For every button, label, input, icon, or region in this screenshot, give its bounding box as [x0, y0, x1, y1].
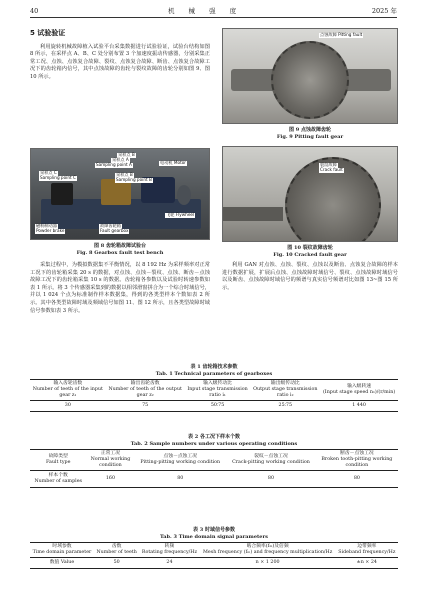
table3-header-line: Number of teeth [96, 550, 137, 555]
label-point-a: 采样点 A [112, 157, 129, 162]
table2-header-line: 断齿－点蚀工况 [340, 451, 374, 456]
table1-cell-1: 75 [142, 403, 149, 408]
year: 2025 年 [371, 7, 397, 15]
table1-header-1 [106, 380, 185, 401]
label-gearbox: 故障齿轮箱 [100, 223, 121, 228]
table3-header-line: Mesh frequency (fₘ) and frequency multiplication/Hz [202, 550, 333, 555]
table1-header-4 [320, 380, 398, 401]
table2-cell-1: 160 [105, 476, 115, 481]
fig10-photo [222, 146, 398, 242]
table2-header-line: condition [345, 463, 369, 468]
table3-header-line: 齿数 [111, 544, 122, 549]
table2-cell-label-line: Number of samples [34, 479, 82, 484]
table1-header-line: 输出级传动比 [270, 381, 300, 386]
table2-title-cn: 表 2 各工况下样本个数 [188, 434, 240, 440]
label-point-c: 采样点 C [40, 170, 57, 175]
section-title: 5 试验验证 [30, 29, 66, 37]
table1-cell-3: 25∶75 [278, 403, 293, 408]
table1-header-line: Number of teeth of the input [32, 387, 103, 392]
table1-header-line: (Input stage speed n₁)/(r/min) [322, 390, 396, 395]
table1-header-3 [250, 380, 320, 401]
label-brake-en: Powder brake [36, 228, 65, 233]
table3-header-line: Time domain parameter [32, 550, 92, 555]
flywheel-body [177, 185, 191, 205]
table-2 [30, 434, 398, 488]
pitting-gear [271, 41, 349, 119]
label-brake: 磁粉制动器 [36, 223, 57, 228]
label-point-a-en: Sampling point A [96, 162, 132, 167]
fig8-photo [30, 148, 210, 240]
left-column [30, 28, 210, 82]
table2-header-line: 裂纹－点蚀工况 [254, 454, 288, 459]
table2-header-1 [86, 450, 134, 471]
table3-header-2 [139, 543, 199, 558]
right-paragraph-1: 利用 GAN 对点蚀、点蚀、裂纹、点蚀以及断齿、点蚀复合故障的样本进行数据扩展，扩展后点蚀、点蚀故障时域信号、裂纹、点蚀故障时域信号以及断齿、点蚀故障时域信号的频谱与真实信号频谱对比如图 13~图 15 所示。 [222, 262, 398, 291]
table2-header-line: Normal working [90, 457, 131, 462]
fig9-caption-en: Fig. 9 Pitting fault gear [276, 133, 344, 140]
table2-cell-2: 80 [177, 476, 184, 481]
label-motor: 电动机 Motor [160, 160, 186, 165]
table2-header-line: Broken tooth-pitting working [321, 457, 393, 462]
table1-header-line: ratio i₁ [209, 393, 226, 398]
label-point-b-2: 采样点 B [116, 172, 133, 177]
table1-header-0 [30, 380, 106, 401]
table1-header-line: Output stage transmission [253, 387, 318, 392]
label-gearbox-en: Fault gearbox [100, 228, 129, 233]
fig9-caption-cn: 图 9 点蚀故障齿轮 [289, 127, 331, 133]
left-column-2 [30, 262, 210, 315]
fig10-caption-cn: 图 10 裂纹故障齿轮 [287, 245, 333, 251]
table3-title-cn: 表 3 时域信号参数 [193, 527, 235, 533]
table3-header-0 [30, 543, 94, 558]
table3-header-line: Sideband frequency/Hz [338, 550, 396, 555]
table2-header-4 [316, 450, 398, 471]
fig9-caption [222, 127, 398, 140]
table1-header-line: Number of teeth of the output [108, 387, 182, 392]
table3-cell-2: 24 [166, 560, 173, 565]
label-point-b-en: Sampling point B [116, 177, 152, 182]
page-header [30, 6, 397, 18]
fig9-photo [222, 28, 398, 124]
journal-title: 机 械 强 度 [167, 7, 243, 15]
table1-cell-4: 1 440 [352, 403, 366, 408]
label-point-c-en: Sampling point C [40, 175, 76, 180]
table1-header-line: 输入级转速 [347, 384, 372, 389]
table1-header-line: gear z₂ [136, 393, 154, 398]
table2-cell-3: 80 [267, 476, 275, 481]
table2-header-line: 正常工况 [100, 451, 121, 456]
table1-header-line: 输出齿轮齿数 [130, 381, 160, 386]
table1-title-en: Tab. 1 Technical parameters of gearboxes [155, 370, 273, 377]
table2-header-0 [30, 450, 86, 471]
left-paragraph-2: 采集过程中，为模拟数据集不平衡情况，以 8 192 Hz 为采样频率对正常工况下的齿轮箱采集 20 s 的数据，对点蚀、点蚀－裂纹、点蚀、断齿－点蚀故障工况下的齿轮箱采集 10 s 的数据。齿轮箱各参数以及试验时转速参数如表 1 所示。将 3 个传感器采集到的数据以相邻滑窗拼合为一个综合时域信号，并以 1 024 个点为标准制作样本数据集，得到的各类型样本个数如表 2 所示。其中各类型故障时域及频域信号如图 11、图 12 所示，且各类型故障时域信号参数如表 3 所示。 [30, 262, 210, 314]
table2-title-en: Tab. 2 Sample numbers under various operating conditions [130, 440, 298, 447]
table3-header-line: 边带频率 [357, 544, 377, 549]
table2-header-line: Pitting-pitting working condition [140, 460, 221, 465]
fig10-caption [222, 245, 398, 258]
table3-cell-0: 数值 Value [49, 560, 75, 565]
table3-header-4 [336, 543, 398, 558]
table1-cell-2: 50∶75 [210, 403, 225, 408]
table3-header-1 [94, 543, 139, 558]
fig8-caption-cn: 图 8 齿轮箱故障试验台 [94, 243, 146, 249]
table3-header-3 [200, 543, 336, 558]
table1-header-2 [185, 380, 251, 401]
right-column [222, 262, 398, 292]
label-flywheel: 飞轮 Flywheel [166, 212, 195, 217]
table2-header-2 [134, 450, 226, 471]
table2-header-line: condition [99, 463, 122, 468]
table3-header-line: 时域参数 [52, 544, 72, 549]
label-crack: 裂纹故障 [320, 162, 337, 167]
table1-cell-0: 30 [64, 403, 71, 408]
table3-cell-1: 50 [113, 560, 120, 565]
table2-cell-4: 80 [353, 476, 360, 481]
label-point-b: 采样点 B [118, 152, 135, 157]
page-number: 40 [30, 6, 39, 15]
fig10-caption-en: Fig. 10 Cracked fault gear [273, 251, 347, 258]
table1-header-line: Input stage transmission [187, 387, 248, 392]
fig8-caption-en: Fig. 8 Gearbox fault test bench [76, 249, 164, 256]
table2-header-line: 故障类型 [48, 454, 68, 459]
table-3 [30, 527, 398, 569]
table1-header-line: 输入级传动比 [203, 381, 232, 386]
table3-cell-4: ±n × 24 [356, 560, 377, 565]
table3-header-line: Rotating frequency/Hz [141, 550, 198, 555]
label-pitting: 点蚀故障 Pitting fault [320, 32, 363, 37]
table2-cell-label-line: 样本个数 [48, 473, 68, 478]
table2-header-line: Crack-pitting working condition [232, 460, 310, 465]
table3-header-line: 啮合频率(fₘ)及倍频 [246, 544, 289, 549]
table1-header-line: ratio i₂ [277, 393, 294, 398]
table2-header-line: 点蚀－点蚀工况 [163, 454, 198, 459]
table3-cell-3: n × 1 200 [255, 560, 280, 565]
table3-header-line: 转频 [164, 544, 175, 549]
brake-body [51, 183, 73, 205]
left-paragraph-1: 利用旋转机械故障植入试验平台采集数据进行试验验证，试验台结构如图 8 所示，在采样点 A、B、C 处分别布置 3 个加速度振动传感器，分别采集正常工况、点蚀、点蚀复合故障、裂纹、点蚀复合故障、断齿、点蚀复合故障工况下的齿轮箱内信号，其中点蚀故障的齿轮与裂纹故障的齿轮分别如图 9、图 10 所示。 [30, 43, 210, 80]
table3-title-en: Tab. 3 Time domain signal parameters [160, 533, 268, 540]
table1-header-line: gear z₁ [59, 393, 77, 398]
table2-header-line: Fault type [45, 460, 71, 465]
table1-header-line: 输入齿轮齿数 [53, 381, 83, 386]
gear-shaft-2 [223, 207, 283, 221]
table2-header-3 [226, 450, 316, 471]
label-crack-en: Crack fault [320, 167, 343, 172]
gearbox-body [101, 179, 131, 205]
table1-title-cn: 表 1 齿轮箱技术参数 [190, 364, 238, 370]
fig8-caption [30, 243, 210, 256]
table-1 [30, 364, 398, 412]
table2-cell-label [30, 471, 86, 488]
